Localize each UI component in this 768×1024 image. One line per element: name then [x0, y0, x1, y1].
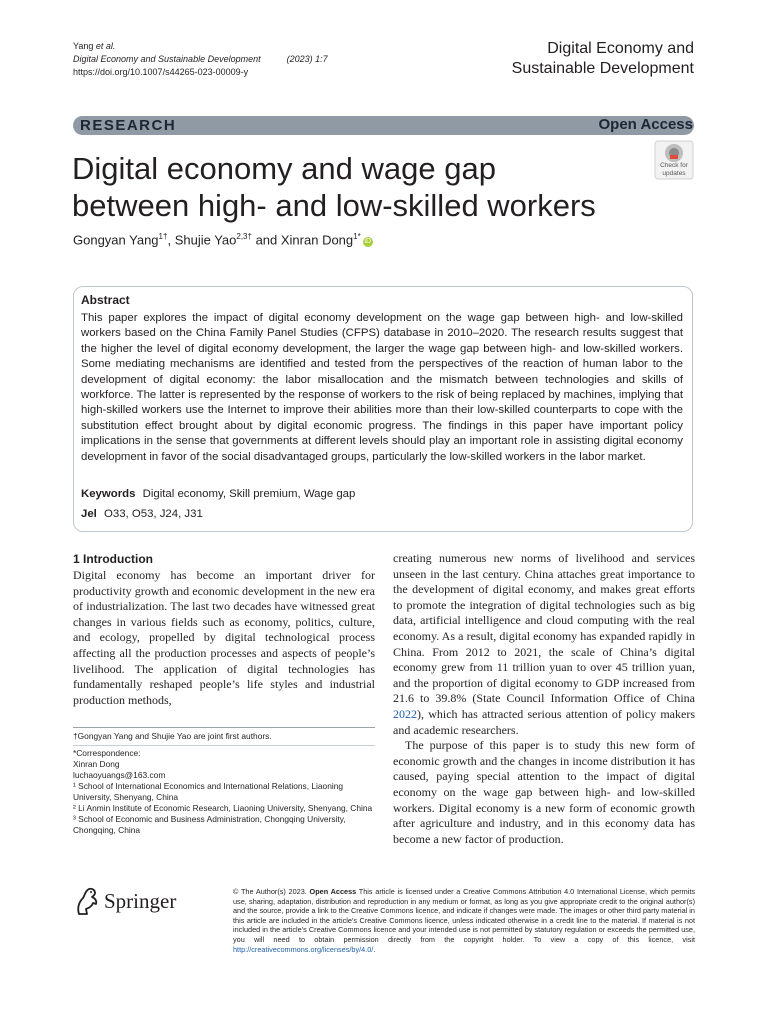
license-body: This article is licensed under a Creative Commons Attribution 4.0 International License, which permits use, sharing, adaptation, distribution and reproduction in any medium or format, as long as you give appropriate credit to the original author(s) and the source, provide a link to the Creative Commons licence, and indicate if changes were made. The images or other third party material in this article are included in the article’s Creative Commons licence, unless indicated otherwise in a credit line to the material. If material is not included in the article’s Creative Commons licence and your intended use is not permitted by statutory regulation or exceeds the permitted use, you will need to obtain permission directly from the copyright holder. To view a copy of this licence, visit [233, 887, 695, 944]
author-list [73, 232, 373, 247]
keywords [81, 488, 355, 500]
license-link[interactable]: http://creativecommons.org/licenses/by/4.0/ [233, 944, 374, 954]
author-separator: and [251, 232, 281, 248]
intro-paragraph-1-cont [393, 551, 695, 738]
author-3: Xinran Dong [280, 232, 354, 248]
jel-codes [81, 508, 203, 520]
footnote-joint-authors: †Gongyan Yang and Shujie Yao are joint first authors. [73, 731, 272, 741]
journal-name [512, 39, 694, 79]
footnote-divider [73, 745, 375, 746]
article-title [72, 150, 642, 224]
header-volume: (2023) 1:7 [286, 54, 328, 64]
title-line1: Digital economy and wage gap [72, 151, 496, 186]
keywords-label: Keywords [81, 488, 136, 500]
intro-text: ), which has attracted serious attention of policy makers and academic researchers. [393, 706, 695, 737]
author-2-affil: 2,3† [236, 232, 252, 241]
jel-value: O33, O53, J24, J31 [104, 508, 203, 520]
license-prefix: © The Author(s) 2023. [233, 887, 310, 896]
header-etal: et al. [95, 41, 116, 51]
author-1: Gongyan Yang [73, 232, 159, 248]
running-header [73, 40, 328, 79]
open-access-label: Open Access [598, 116, 693, 133]
keywords-value: Digital economy, Skill premium, Wage gap [142, 488, 356, 500]
license-text [233, 887, 695, 954]
jel-label: Jel [81, 508, 97, 520]
intro-paragraph-1: Digital economy has become an important driver for productivity growth and economic development in the new era of industrialization. The last two decades have witnessed great changes in various fields such as economy, politics, culture, and ecology, propelled by digital technological process affecting all the production processes and aspects of people’s livelihood. The application of digital technologies has fundamentally reshaped people’s life styles and industrial production methods, [73, 568, 375, 707]
footnote-divider [73, 727, 375, 728]
license-suffix: . [373, 944, 376, 954]
author-2: Shujie Yao [174, 232, 237, 248]
crossmark-line1: Check for [660, 162, 688, 169]
affiliation-1: ¹ School of International Economics and International Relations, Liaoning University, Shenyang, China [73, 781, 344, 802]
abstract-heading: Abstract [81, 293, 130, 307]
correspondence-name: Xinran Dong [73, 759, 120, 769]
header-journal: Digital Economy and Sustainable Development [73, 54, 261, 64]
intro-text: creating numerous new norms of livelihood and services unseen in the last century. China attaches great importance to the development of digital economy, and makes great efforts to promote the integration of digital technologies such as big data, artificial intelligence and cloud computing with the real economy. As a result, digital economy has expanded rapidly in China. From 2012 to 2021, the scale of China’s digital economy grew from 11 trillion yuan to over 45 trillion yuan, and the proportion of digital economy to GDP increased from 21.6 to 39.8% (State Council Information Office of China [393, 551, 695, 706]
title-line2: between high- and low-skilled workers [72, 188, 596, 223]
license-open-access: Open Access [309, 887, 357, 896]
citation-link[interactable]: 2022 [393, 706, 417, 721]
orcid-icon[interactable]: iD [364, 238, 372, 246]
header-author: Yang [73, 41, 96, 51]
article-type-label: RESEARCH [80, 117, 177, 134]
header-doi[interactable]: https://doi.org/10.1007/s44265-023-00009-y [73, 67, 249, 77]
journal-name-line2: Sustainable Development [511, 60, 694, 77]
author-separator: , [167, 232, 175, 248]
section-heading-introduction: 1 Introduction [73, 552, 153, 566]
body-column-left [73, 568, 375, 708]
springer-horse-icon [73, 886, 101, 918]
correspondence-email[interactable]: luchaoyuangs@163.com [73, 770, 166, 780]
publisher-name: Springer [104, 889, 177, 913]
body-column-right [393, 551, 695, 847]
author-1-affil: 1† [158, 232, 168, 241]
correspondence-block [73, 748, 375, 836]
abstract-text: This paper explores the impact of digital economy development on the wage gap between high- and low-skilled workers based on the China Family Panel Studies (CFPS) database in 2010–2020. The research results suggest that the higher the level of digital economy development, the larger the wage gap between high- and low-skilled workers. Some mediating mechanisms are identified and tested from the perspectives of the reaction of human labor to the development of digital economy: the labor misallocation and the mismatch between technologies and skills of workforce. The latter is represented by the response of workers to the risk of being replaced by machines, implying that high-skilled workers use the Internet to improve their abilities more than their low-skilled counterparts to cope with the substitution effect brought about by digital economic progress. The findings in this paper have important policy implications in the sense that governments at different levels should play an important role in assisting digital economy development in favor of the social disadvantaged groups, particularly the low-skilled workers in the labor market. [81, 312, 683, 463]
intro-paragraph-2: The purpose of this paper is to study this new form of economic growth and the changes in income distribution it has caused, paying special attention to the impact of digital economy on the wage gap between high- and low-skilled workers. Digital economy is a new form of economic growth after agriculture and industry, and in this economy data has become a new factor of production. [393, 738, 695, 846]
crossmark-line2: updates [662, 170, 686, 177]
affiliation-3: ³ School of Economic and Business Administration, Chongqing University, Chongqing, China [73, 814, 346, 835]
crossmark-label [654, 162, 694, 178]
affiliation-2: ² Li Anmin Institute of Economic Research, Liaoning University, Shenyang, China [73, 803, 373, 813]
correspondence-label: *Correspondence: [73, 748, 141, 758]
author-3-affil: 1* [353, 232, 361, 241]
journal-name-line1: Digital Economy and [547, 40, 694, 57]
